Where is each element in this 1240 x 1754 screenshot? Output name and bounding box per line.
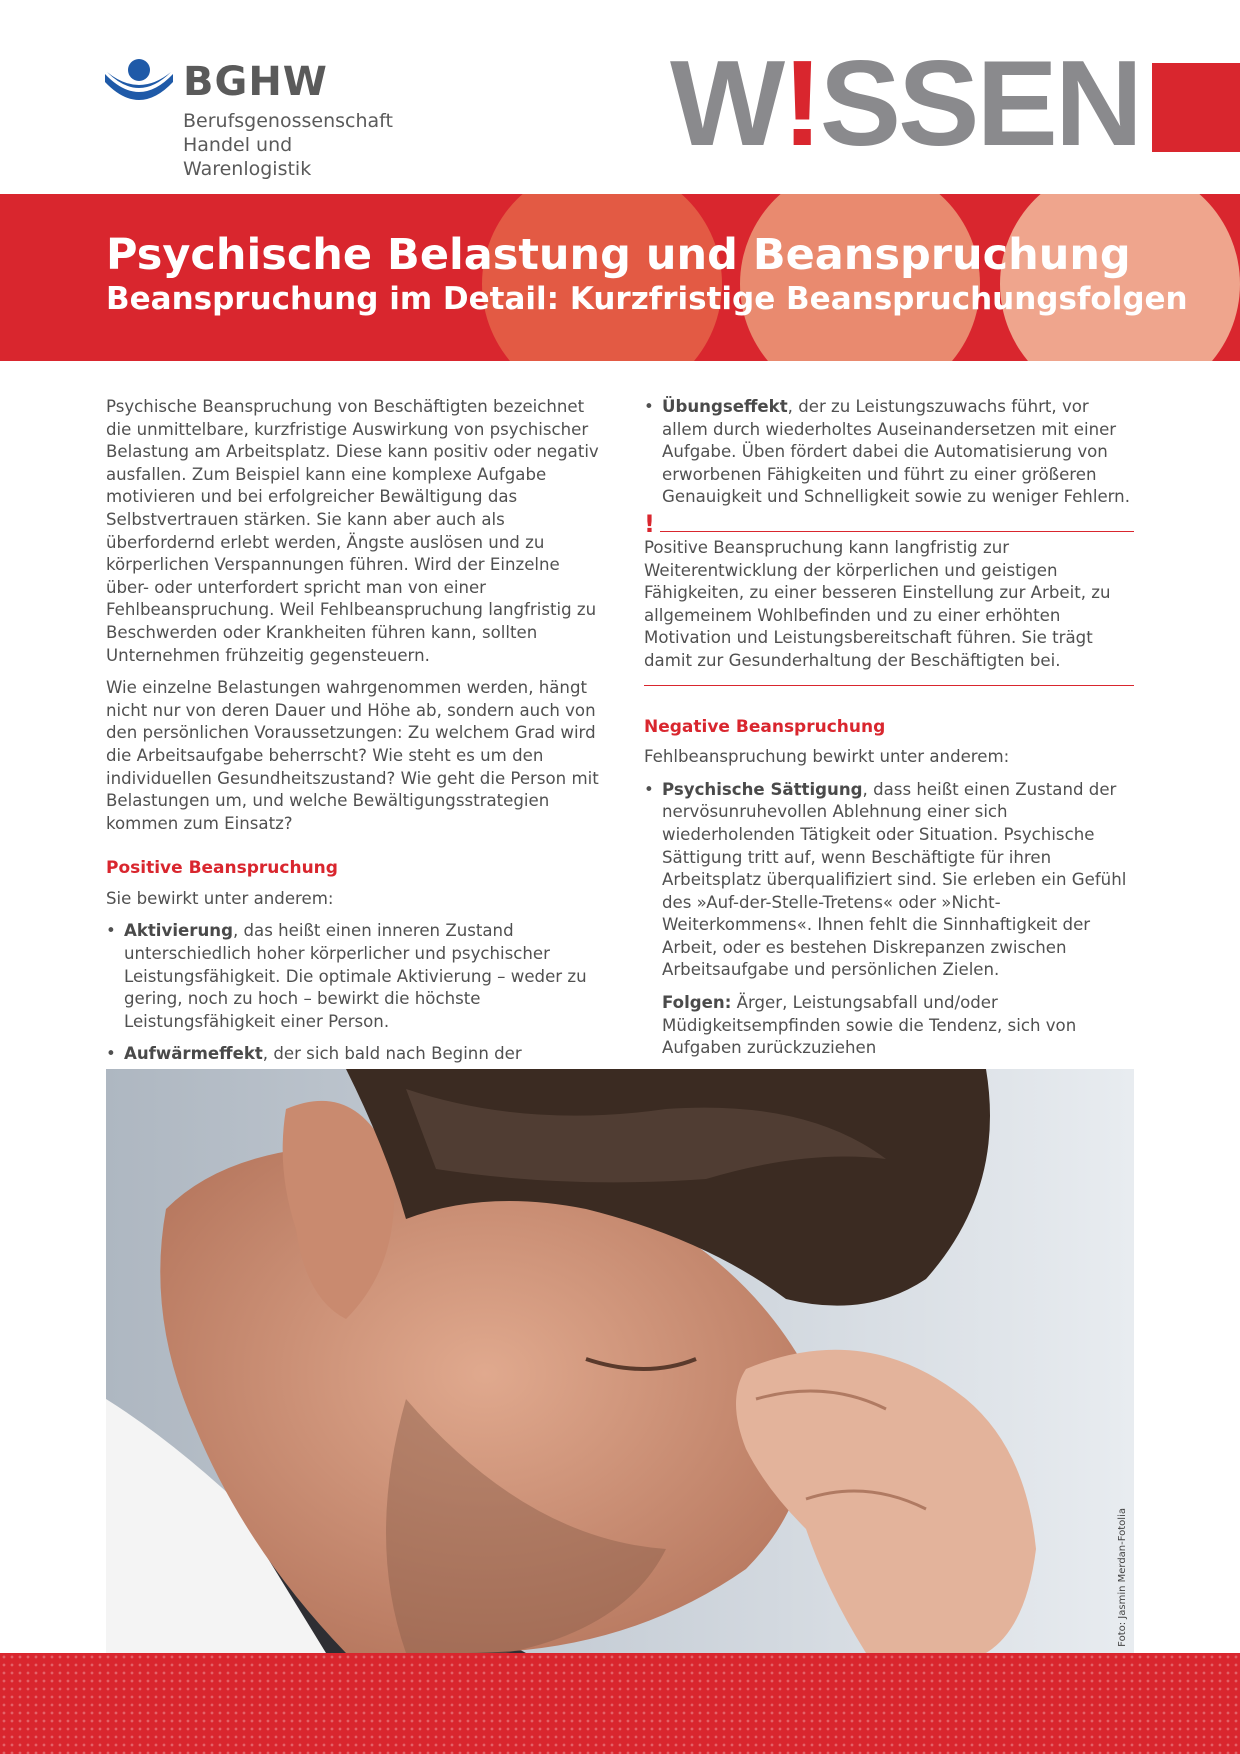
list-item-text: , das heißt einen inneren Zustand unterschiedlich hoher körperlicher und psychischer Leistungsfähigkeit. Die optimale Aktivierung – weder zu gering, noch zu hoch – bewirkt die höchste Leistungsfähigkeit einer Person. [124, 921, 587, 1031]
consequences-text [644, 992, 1134, 1060]
footer-pattern-band [0, 1653, 1240, 1754]
list-item-term: Aufwärmeffekt [124, 1044, 263, 1064]
positive-heading: Positive Beanspruchung [106, 858, 338, 879]
list-item-term: Übungseffekt [662, 397, 788, 416]
negative-heading: Negative Beanspruchung [644, 716, 886, 737]
exclamation-icon: ! [644, 509, 655, 538]
title-banner [0, 194, 1240, 361]
logo-line-2: Handel und Warenlogistik [183, 134, 312, 180]
page-subtitle: Beanspruchung im Detail: Kurzfristige Beanspruchungsfolgen [106, 281, 1188, 317]
list-item-text: , der zu Leistungszuwachs führt, vor allem durch wiederholtes Auseinandersetzen mit einer Aufgabe. Üben fördert dabei die Automatisierung von erworbenen Fähigkeiten und führt zu einer größeren Genauigkeit und Schnelligkeit sowie zu weniger Fehlern. [662, 397, 1130, 507]
consequences-label: Folgen: [662, 993, 732, 1013]
photo-credit: Foto: Jasmin Merdan-Fotolia [1117, 1508, 1128, 1647]
wissen-rest: SSEN [819, 35, 1141, 171]
note-text: Positive Beanspruchung kann langfristig zur Weiterentwicklung der körperlichen und geistigen Fähigkeiten, zu einer besseren Einstellung zur Arbeit, zu allgemeinem Wohlbefinden und zu einer erhöhten Motivation und Leistungsbereitschaft führen. Sie trägt damit zur Gesunderhaltung der Beschäftigten bei. [644, 537, 1111, 670]
wissen-wordmark [670, 35, 1230, 171]
info-note-box [644, 509, 1134, 686]
stressed-man-photo [106, 1069, 1134, 1653]
page-title: Psychische Belastung und Beanspruchung [106, 230, 1131, 280]
list-item-term: Aktivierung [124, 921, 233, 941]
list-item-term: Psychische Sättigung [662, 779, 863, 799]
negative-list [644, 779, 1134, 982]
note-divider [660, 531, 1134, 532]
wissen-w: W [670, 35, 783, 171]
list-item [106, 920, 606, 1033]
logo-line-1: Berufsgenossenschaft [183, 110, 393, 132]
list-item [644, 396, 1134, 509]
list-item-text: , dass heißt einen Zustand der nervösunruhevollen Ablehnung einer sich wiederholenden Tätigkeit oder Situation. Psychische Sättigung tritt auf, wenn Beschäftigte für ihren Arbeitsplatz überqualifiziert sind. Sie erleben ein Gefühl des »Auf-der-Stelle-Tretens« oder »Nicht-Weiterkommens«. Ihnen fehlt die Sinnhaftigkeit der Arbeit, oder es bestehen Diskrepanzen zwischen Arbeitsaufgabe und persönlichen Zielen. [662, 779, 1127, 980]
intro-paragraph-1: Psychische Beanspruchung von Beschäftigten bezeichnet die unmittelbare, kurzfristige Auswirkung von psychischer Belastung am Arbeitsplatz. Diese kann positiv oder negativ ausfallen. Zum Beispiel kann eine komplexe Aufgabe motivieren und bei erfolgreicher Bewältigung das Selbstvertrauen stärken. Sie kann aber auch als überfordernd erlebt werden, Ängste auslösen und zu körperlichen Verspannungen führen. Wird der Einzelne über- oder unterfordert spricht man von einer Fehlbeanspruchung. Weil Fehlbeanspruchung langfristig zu Beschwerden oder Krankheiten führen kann, sollten Unternehmen frühzeitig gegensteuern. [106, 397, 599, 665]
right-column [644, 396, 1134, 1070]
consequences-body: Ärger, Leistungsabfall und/oder Müdigkeitsempfinden sowie die Tendenz, sich von Aufgaben zurückzuziehen [662, 993, 1077, 1058]
positive-list-continued [644, 396, 1134, 509]
intro-paragraph-2: Wie einzelne Belastungen wahrgenommen werden, hängt nicht nur von deren Dauer und Höhe ab, sondern auch von den persönlichen Voraussetzungen: Zu welchem Grad wird die Arbeitsaufgabe beherrscht? Wie steht es um den individuellen Gesundheitszustand? Wie geht die Person mit Belastungen um, und welche Bewältigungsstrategien kommen zum Einsatz? [106, 678, 599, 833]
logo-title: BGHW [183, 59, 328, 105]
list-item-text: , der sich bald nach Beginn der [262, 1044, 522, 1064]
bghw-person-icon [105, 58, 173, 106]
wissen-red-square [1152, 63, 1240, 152]
logo-subtitle [183, 109, 425, 181]
wissen-exclamation: ! [782, 35, 820, 171]
list-item [644, 779, 1134, 982]
positive-lead: Sie bewirkt unter anderem: [106, 888, 334, 908]
negative-lead: Fehlbeanspruchung bewirkt unter anderem: [644, 747, 1010, 767]
photo-illustration [106, 1069, 1134, 1653]
bghw-logo [105, 58, 425, 180]
left-column [106, 396, 606, 1144]
